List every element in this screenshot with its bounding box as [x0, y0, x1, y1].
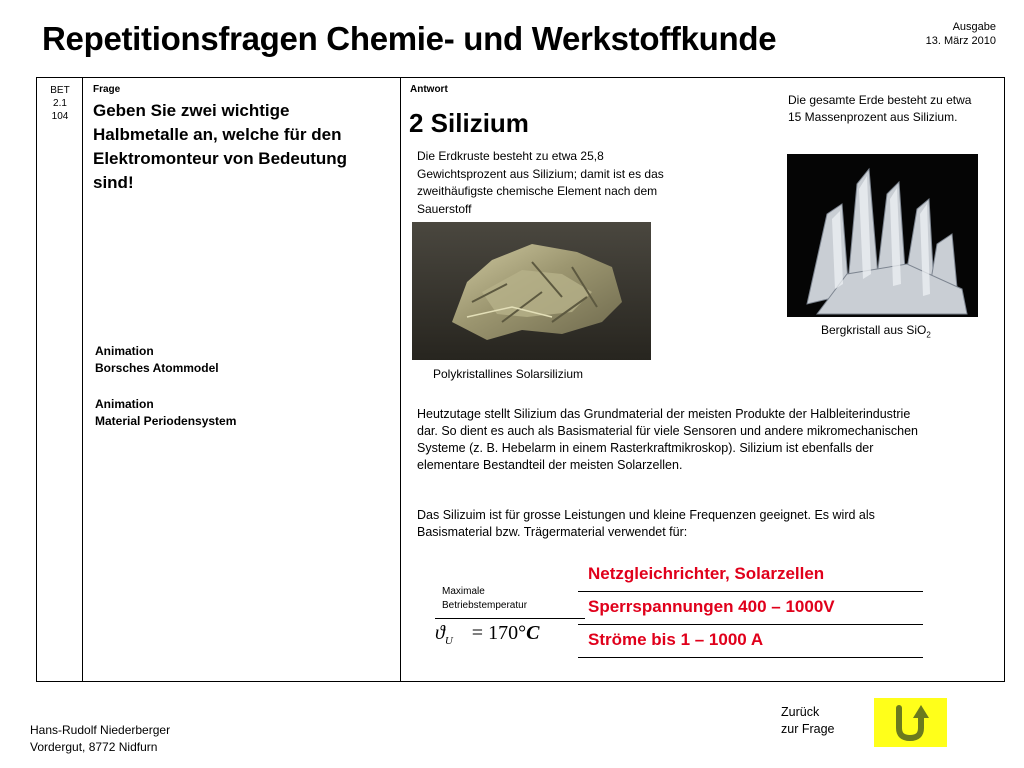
author-name: Hans-Rudolf Niederberger — [30, 723, 171, 737]
max-temperature-label-line-2: Betriebstemperatur — [442, 600, 528, 611]
formula-subscript: U — [444, 635, 453, 647]
max-temperature-label-line-1: Maximale — [442, 586, 485, 597]
application-list — [578, 559, 923, 658]
rock-crystal-caption — [821, 323, 931, 339]
back-label-line-1: Zurück — [781, 705, 820, 719]
max-temperature-formula — [435, 622, 539, 647]
earth-mass-text: Die gesamte Erde besteht zu etwa 15 Massenprozent aus Silizium. — [788, 93, 972, 124]
question-text: Geben Sie zwei wichtige Halbmetalle an, welche für den Elektromonteur von Bedeutung sind! — [93, 101, 348, 192]
polysilicon-caption: Polykristallines Solarsilizium — [433, 367, 584, 381]
reference-chapter: 2.1 — [53, 98, 67, 109]
column-divider-2 — [400, 78, 401, 681]
reference-cell — [37, 84, 83, 123]
question-label: Frage — [93, 84, 121, 95]
silicon-usage-paragraph: Heutzutage stellt Silizium das Grundmaterial der meisten Produkte der Halbleiterindustrie dar. So dient es auch als Basismaterial für viele Sensoren und andere mikromechanischen Systeme (z. B. Hebelarm in einem Rasterkraftmikroskop). Silizium ist ebenfalls der elementare Bestandteil der meisten Solarzellen. — [417, 407, 918, 472]
author-address: Vordergut, 8772 Nidfurn — [30, 740, 158, 754]
rock-crystal-caption-text: Bergkristall aus SiO — [821, 323, 927, 337]
earth-crust-text: Die Erdkruste besteht zu etwa 25,8 Gewichtsprozent aus Silizium; damit ist es das zweithäufigste chemische Element nach dem Sauerstoff — [417, 149, 664, 216]
formula-equals: = — [471, 622, 484, 644]
back-label-line-2: zur Frage — [781, 722, 835, 736]
page-title: Repetitionsfragen Chemie- und Werkstoffkunde — [42, 20, 777, 57]
polysilicon-photo — [412, 222, 651, 360]
application-item: Ströme bis 1 – 1000 A — [578, 625, 923, 658]
formula-divider — [435, 618, 585, 619]
formula-value: 170° — [488, 622, 527, 644]
animation-link-atom-model[interactable] — [95, 343, 219, 377]
edition-info — [926, 20, 996, 48]
return-u-icon — [874, 698, 947, 747]
silicon-application-intro: Das Silizuim ist für grosse Leistungen und kleine Frequenzen geeignet. Es wird als Basismaterial bzw. Trägermaterial verwendet für: — [417, 508, 875, 539]
column-divider-1 — [82, 78, 83, 681]
formula-symbol: ϑ — [435, 622, 445, 644]
edition-label: Ausgabe — [952, 21, 996, 33]
answer-headline: 2 Silizium — [409, 108, 529, 138]
reference-number: 104 — [51, 111, 69, 122]
edition-date: 13. März 2010 — [925, 35, 996, 47]
author-info — [30, 722, 170, 756]
max-temperature-label — [442, 585, 527, 613]
rock-crystal-photo — [787, 154, 978, 317]
reference-code: BET — [50, 85, 70, 96]
back-to-question-link[interactable] — [781, 704, 835, 738]
answer-label: Antwort — [410, 84, 448, 95]
animation-link-periodic-table[interactable] — [95, 396, 236, 430]
rock-crystal-caption-subscript: 2 — [926, 330, 931, 340]
animation-title: Borsches Atommodel — [95, 361, 219, 375]
question-answer-table — [36, 77, 1005, 682]
animation-label: Animation — [95, 397, 154, 411]
formula-unit: C — [526, 622, 540, 644]
application-item: Netzgleichrichter, Solarzellen — [578, 559, 923, 592]
animation-label: Animation — [95, 344, 154, 358]
application-item: Sperrspannungen 400 – 1000V — [578, 592, 923, 625]
back-to-question-button[interactable] — [874, 698, 947, 747]
animation-title: Material Periodensystem — [95, 414, 237, 428]
